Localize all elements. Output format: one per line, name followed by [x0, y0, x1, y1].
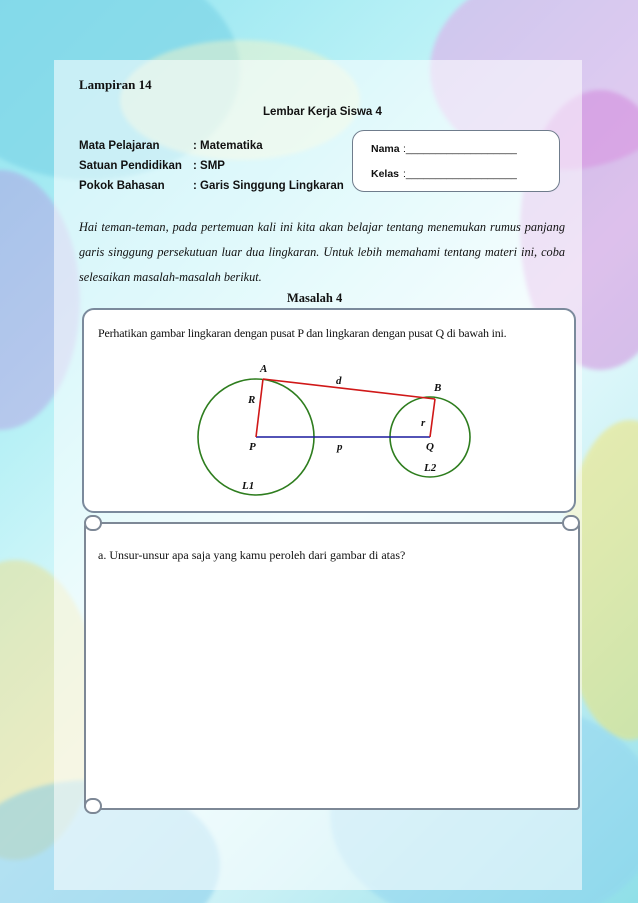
label-Q: Q — [426, 441, 434, 453]
kelas-field[interactable]: :___________________ — [403, 168, 517, 180]
question-a: a. Unsur-unsur apa saja yang kamu peroleh dari gambar di atas? — [98, 548, 406, 562]
label-L1: L1 — [242, 480, 255, 492]
label-d: d — [336, 375, 342, 387]
scroll-curl-top-right — [562, 515, 580, 531]
radius-R — [256, 379, 263, 437]
problem-instruction: Perhatikan gambar lingkaran dengan pusat P dan lingkaran dengan pusat Q di bawah ini. — [98, 326, 507, 340]
circles-diagram — [82, 308, 572, 509]
label-p: p — [337, 441, 343, 453]
label-B: B — [434, 382, 442, 394]
label-P: P — [249, 441, 256, 453]
nama-label: Nama — [371, 143, 400, 155]
radius-r — [430, 399, 435, 437]
nama-field[interactable]: :___________________ — [403, 143, 517, 155]
info-label-topic: Pokok Bahasan — [79, 180, 165, 192]
info-value-school: : SMP — [193, 160, 225, 172]
answer-scroll — [84, 522, 580, 810]
info-label-school: Satuan Pendidikan — [79, 160, 182, 172]
worksheet-title: Lembar Kerja Siswa 4 — [263, 106, 382, 118]
label-r: r — [421, 417, 426, 429]
kelas-label: Kelas — [371, 168, 400, 180]
label-R: R — [248, 394, 256, 406]
info-label-subject: Mata Pelajaran — [79, 140, 160, 152]
lampiran-label: Lampiran 14 — [79, 77, 152, 92]
intro-paragraph: Hai teman-teman, pada pertemuan kali ini kita akan belajar tentang menemukan rumus panjang garis singgung persekutuan luar dua lingkaran. Untuk lebih memahami tentang materi ini, coba selesaikan masalah-masalah berikut. — [79, 220, 565, 284]
label-L2: L2 — [424, 462, 437, 474]
identity-box — [352, 130, 560, 192]
problem-box — [82, 308, 576, 513]
scroll-curl-bottom-left — [84, 798, 102, 814]
info-value-subject: : Matematika — [193, 140, 263, 152]
problem-title: Masalah 4 — [287, 291, 343, 305]
scroll-curl-top-left — [84, 515, 102, 531]
label-A: A — [260, 363, 268, 375]
info-value-topic: : Garis Singgung Lingkaran — [193, 180, 344, 192]
